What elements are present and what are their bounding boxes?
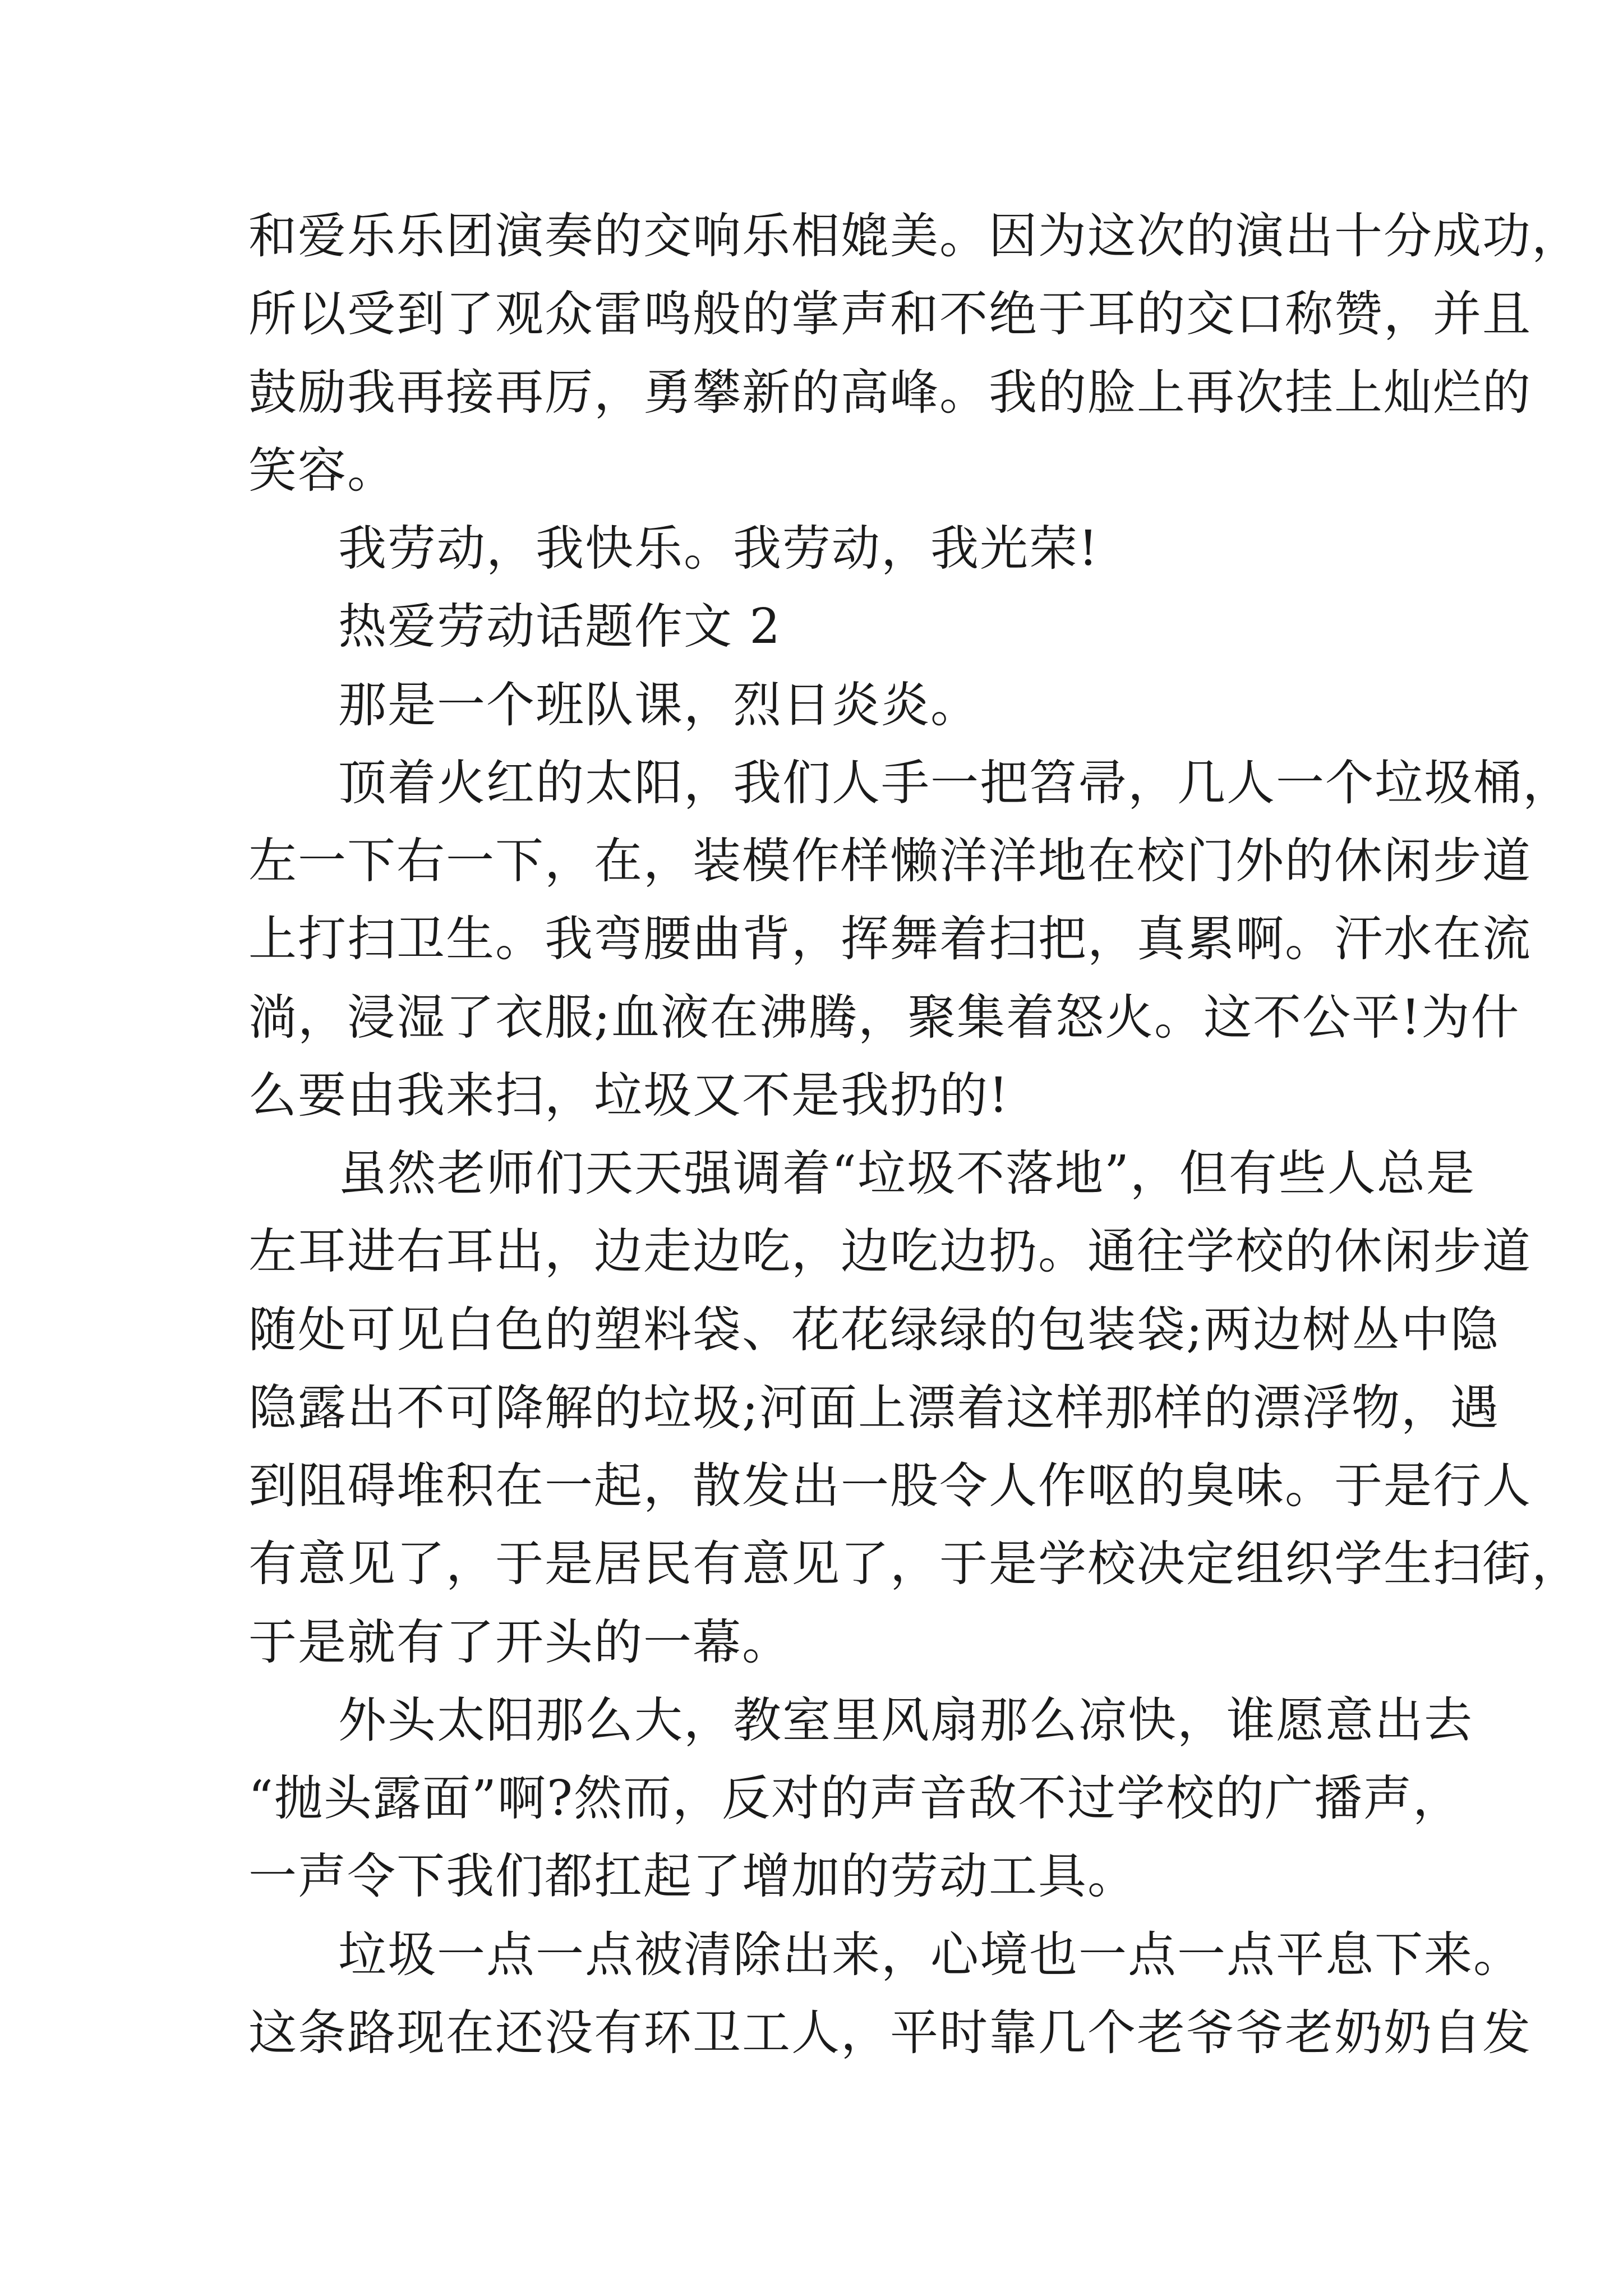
text-line: 所以受到了观众雷鸣般的掌声和不绝于耳的交口称赞，并且: [248, 286, 1532, 342]
text-line: 那是一个班队课，烈日炎炎。: [338, 677, 980, 733]
text-line: 这条路现在还没有环卫工人，平时靠几个老爷爷老奶奶自发: [248, 2005, 1532, 2061]
section-title: 热爱劳动话题作文 2: [338, 599, 782, 655]
text-line: 一声令下我们都扛起了增加的劳动工具。: [248, 1848, 1137, 1904]
text-line: 隐露出不可降解的垃圾;河面上漂着这样那样的漂浮物，遇: [248, 1380, 1500, 1436]
text-line: 么要由我来扫，垃圾又不是我扔的!: [248, 1068, 1009, 1124]
text-line: “抛头露面”啊?然而，反对的声音敌不过学校的广播声，: [248, 1770, 1463, 1826]
text-line: 上打扫卫生。我弯腰曲背，挥舞着扫把，真累啊。汗水在流: [248, 911, 1532, 967]
text-line: 我劳动，我快乐。我劳动，我光荣!: [338, 521, 1099, 577]
text-line: 顶着火红的太阳，我们人手一把笤帚，几人一个垃圾桶，: [338, 755, 1572, 811]
text-line: 外头太阳那么大，教室里风扇那么凉快，谁愿意出去: [338, 1692, 1473, 1749]
text-line: 到阻碍堆积在一起，散发出一股令人作呕的臭味。于是行人: [248, 1458, 1532, 1514]
text-line: 垃圾一点一点被清除出来，心境也一点一点平息下来。: [338, 1927, 1523, 1983]
text-line: 左一下右一下，在，装模作样懒洋洋地在校门外的休闲步道: [248, 833, 1532, 889]
text-line: 随处可见白色的塑料袋、花花绿绿的包装袋;两边树丛中隐: [248, 1302, 1500, 1358]
text-line: 左耳进右耳出，边走边吃，边吃边扔。通往学校的休闲步道: [248, 1223, 1532, 1280]
text-line: 笑容。: [248, 443, 396, 499]
text-line: 有意见了，于是居民有意见了，于是学校决定组织学生扫街，: [248, 1536, 1581, 1592]
text-line: 和爱乐乐团演奏的交响乐相媲美。因为这次的演出十分成功，: [248, 208, 1581, 264]
text-line: 于是就有了开头的一幕。: [248, 1614, 791, 1671]
text-line: 淌，浸湿了衣服;血液在沸腾，聚集着怒火。这不公平!为什: [248, 990, 1520, 1046]
text-line: 虽然老师们天天强调着“垃圾不落地”，但有些人总是: [338, 1145, 1476, 1202]
text-line: 鼓励我再接再厉，勇攀新的高峰。我的脸上再次挂上灿烂的: [248, 365, 1532, 421]
